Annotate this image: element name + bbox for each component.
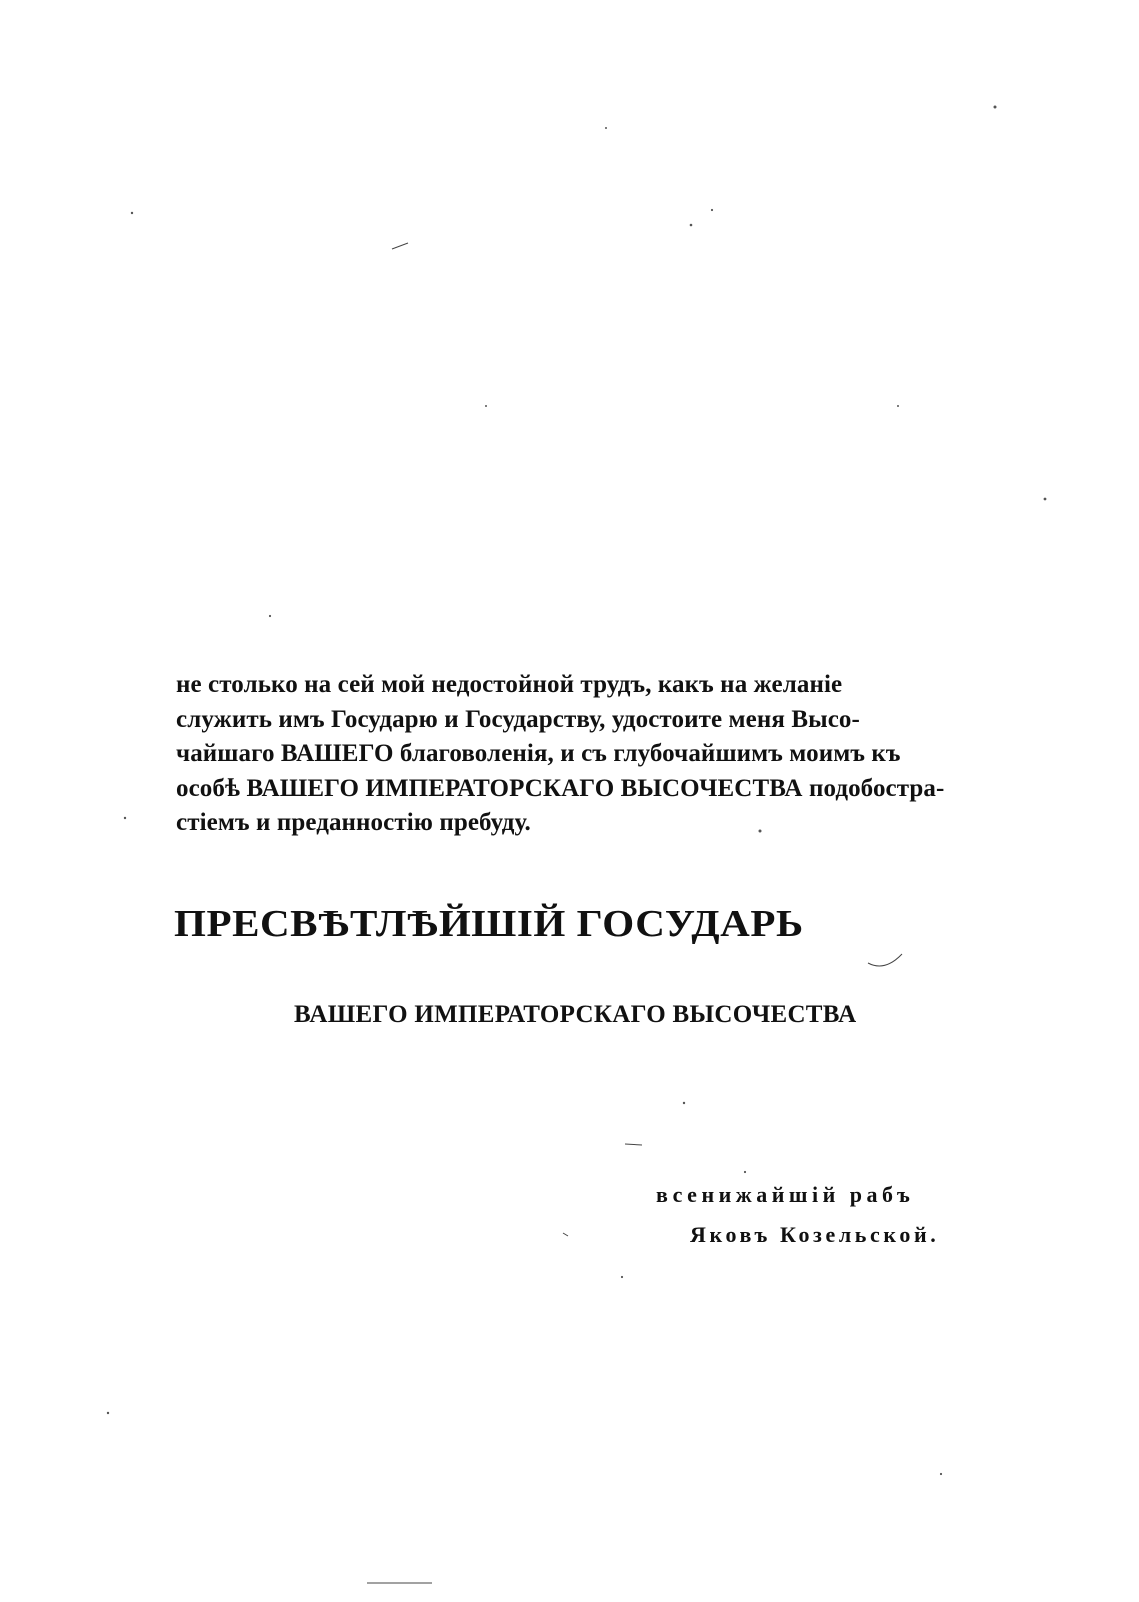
paragraph-line: не столько на сей мой недостойной трудъ, какъ на желанiе xyxy=(176,671,843,698)
address-heading: ПРЕСВѢТЛѢЙШIЙ ГОСУДАРЬ xyxy=(174,903,804,945)
author-signature: Яковъ Козельской. xyxy=(690,1222,940,1247)
paragraph-line: чайшаго ВАШЕГО благоволенiя, и съ глубочайшимъ моимъ къ xyxy=(176,740,901,767)
closing-formula: всенижайшiй рабъ xyxy=(656,1182,915,1207)
paragraph-line: служить имъ Государю и Государству, удостоите меня Высо- xyxy=(176,705,860,733)
paragraph-line: особѣ ВАШЕГО ИМПЕРАТОРСКАГО ВЫСОЧЕСТВА подобостра- xyxy=(176,774,945,802)
address-subtitle: ВАШЕГО ИМПЕРАТОРСКАГО ВЫСОЧЕСТВА xyxy=(294,1001,857,1028)
paragraph-line: стiемъ и преданностiю пребуду. xyxy=(176,809,531,836)
dedication-paragraph xyxy=(176,668,1016,841)
